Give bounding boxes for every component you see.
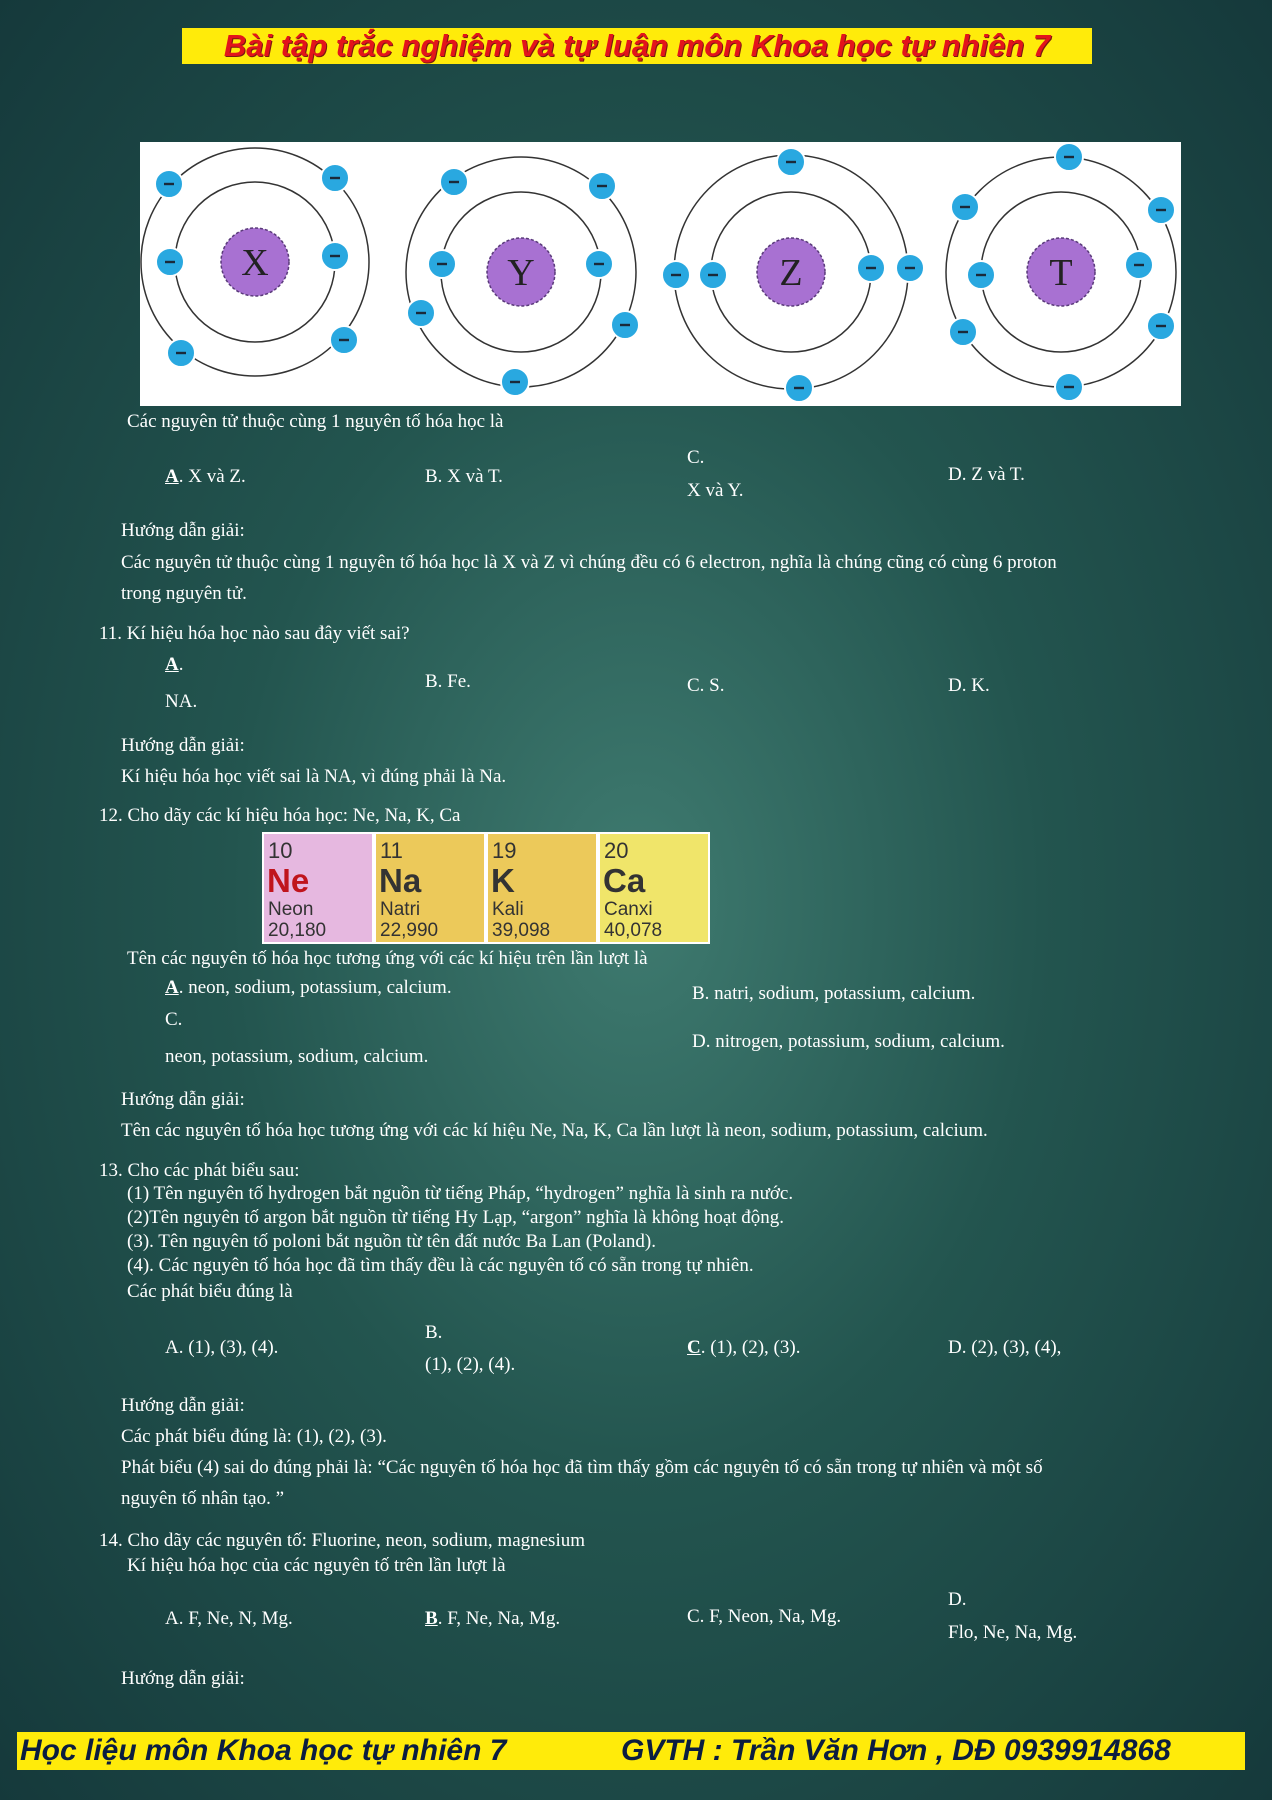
q13-option-b-text: (1), (2), (4). — [425, 1354, 516, 1375]
q13-guide-line1: Các phát biểu đúng là: (1), (2), (3). — [121, 1426, 387, 1447]
q13-answer-letter: C — [687, 1337, 701, 1358]
q13-statement-2: (2)Tên nguyên tố argon bắt nguồn từ tiếng Hy Lạp, “argon” nghĩa là không hoạt động. — [127, 1207, 785, 1228]
q13-statement-1: (1) Tên nguyên tố hydrogen bắt nguồn từ tiếng Pháp, “hydrogen” nghĩa là sinh ra nước. — [127, 1183, 794, 1204]
element-mass: 40,078 — [604, 920, 663, 941]
atom-diagrams-svg — [140, 142, 1181, 406]
q12-option-c-label[interactable]: C. — [165, 1009, 183, 1030]
q13-stem: 13. Cho các phát biểu sau: — [99, 1160, 300, 1181]
atom-label-x: X — [241, 242, 269, 284]
atom-label-t: T — [1049, 252, 1073, 294]
q13-option-a[interactable]: A. (1), (3), (4). — [165, 1337, 279, 1358]
q11-option-b[interactable]: B. Fe. — [425, 671, 471, 692]
page-title: Bài tập trắc nghiệm và tự luận môn Khoa học tự nhiên 7 — [182, 28, 1092, 64]
q14-option-b[interactable] — [425, 1607, 560, 1631]
q12-option-d[interactable]: D. nitrogen, potassium, sodium, calcium. — [692, 1031, 1005, 1052]
q13-sub: Các phát biểu đúng là — [127, 1281, 293, 1302]
q14-option-d-text: Flo, Ne, Na, Mg. — [948, 1622, 1078, 1643]
q14-option-d-label[interactable]: D. — [948, 1589, 967, 1610]
q14-option-b-text: . F, Ne, Na, Mg. — [437, 1608, 561, 1629]
q10-stem: Các nguyên tử thuộc cùng 1 nguyên tố hóa học là — [127, 411, 504, 432]
q11-answer-letter: A — [165, 654, 179, 675]
q12-option-a-text: . neon, sodium, potassium, calcium. — [178, 977, 452, 998]
q10-option-a[interactable] — [165, 465, 246, 489]
element-mass: 20,180 — [268, 920, 327, 941]
q10-option-c-text: X và Y. — [687, 480, 744, 501]
q12-option-a[interactable] — [165, 976, 452, 1000]
q13-option-b-label[interactable]: B. — [425, 1322, 443, 1343]
element-symbol: Ne — [267, 862, 310, 899]
q10-guide-line1: Các nguyên tử thuộc cùng 1 nguyên tố hóa học là X và Z vì chúng đều có 6 electron, nghĩa là chúng cũng có cùng 6 proton — [121, 552, 1057, 573]
q13-option-c[interactable] — [687, 1336, 800, 1360]
element-name: Natri — [380, 899, 421, 920]
q12-guide: Tên các nguyên tố hóa học tương ứng với các kí hiệu Ne, Na, K, Ca lần lượt là neon, sodium, potassium, calcium. — [121, 1120, 988, 1141]
atom-t — [946, 143, 1176, 401]
element-number: 10 — [268, 838, 293, 863]
q10-option-c-label[interactable]: C. — [687, 447, 705, 468]
q11-stem: 11. Kí hiệu hóa học nào sau đây viết sai? — [99, 623, 410, 644]
atom-label-y: Y — [507, 252, 535, 294]
q11-guide: Kí hiệu hóa học viết sai là NA, vì đúng phải là Na. — [121, 766, 507, 787]
q14-option-a[interactable]: A. F, Ne, N, Mg. — [165, 1608, 293, 1629]
q11-option-a-text: NA. — [165, 691, 198, 712]
element-symbol: Ca — [603, 862, 646, 899]
atom-z — [662, 148, 924, 402]
element-cards — [262, 832, 710, 944]
q12-guide-label: Hướng dẫn giải: — [121, 1089, 245, 1110]
q11-option-c[interactable]: C. S. — [687, 675, 725, 696]
q10-guide-line2: trong nguyên tử. — [121, 583, 247, 604]
q14-stem: 14. Cho dãy các nguyên tố: Fluorine, neon, sodium, magnesium — [99, 1530, 586, 1551]
q13-option-d[interactable]: D. (2), (3), (4), — [948, 1337, 1062, 1358]
q13-option-c-text: . (1), (2), (3). — [700, 1337, 801, 1358]
atom-x — [141, 148, 369, 376]
element-number: 11 — [380, 838, 403, 863]
q10-guide-label: Hướng dẫn giải: — [121, 520, 245, 541]
q11-option-a-label[interactable] — [165, 653, 183, 677]
atom-y — [406, 157, 639, 396]
q13-guide-line3: nguyên tố nhân tạo. ” — [121, 1488, 285, 1509]
q12-sub: Tên các nguyên tố hóa học tương ứng với các kí hiệu trên lần lượt là — [127, 948, 648, 969]
element-name: Kali — [492, 899, 524, 920]
element-number: 20 — [604, 838, 629, 863]
q11-option-a-dot: . — [178, 654, 184, 675]
element-card-na — [374, 832, 486, 944]
element-name: Canxi — [604, 899, 653, 920]
element-card-ne — [262, 832, 374, 944]
q10-option-d[interactable]: D. Z và T. — [948, 464, 1025, 485]
q10-answer-letter: A — [165, 466, 179, 487]
element-mass: 22,990 — [380, 920, 439, 941]
q10-option-a-text: . X và Z. — [178, 466, 246, 487]
footer-course: Học liệu môn Khoa học tự nhiên 7 — [20, 1734, 507, 1767]
atom-diagrams — [140, 142, 1181, 406]
q12-answer-letter: A — [165, 977, 179, 998]
element-symbol: K — [491, 862, 515, 899]
q14-answer-letter: B — [425, 1608, 438, 1629]
q13-statement-4: (4). Các nguyên tố hóa học đã tìm thấy đều là các nguyên tố có sẵn trong tự nhiên. — [127, 1255, 754, 1276]
q10-option-b[interactable]: B. X và T. — [425, 466, 503, 487]
q14-option-c[interactable]: C. F, Neon, Na, Mg. — [687, 1606, 842, 1627]
q11-guide-label: Hướng dẫn giải: — [121, 735, 245, 756]
footer-teacher: GVTH : Trần Văn Hơn , DĐ 0939914868 — [621, 1734, 1171, 1767]
footer-banner — [17, 1732, 1245, 1770]
q13-guide-line2: Phát biểu (4) sai do đúng phải là: “Các nguyên tố hóa học đã tìm thấy gồm các nguyên tố có sẵn trong tự nhiên và một số — [121, 1457, 1043, 1478]
q12-stem: 12. Cho dãy các kí hiệu hóa học: Ne, Na, K, Ca — [99, 805, 461, 826]
q12-option-b[interactable]: B. natri, sodium, potassium, calcium. — [692, 983, 976, 1004]
element-name: Neon — [268, 899, 314, 920]
q14-sub: Kí hiệu hóa học của các nguyên tố trên lần lượt là — [127, 1555, 506, 1576]
element-card-k — [486, 832, 598, 944]
q12-option-c-text: neon, potassium, sodium, calcium. — [165, 1046, 429, 1067]
element-number: 19 — [492, 838, 517, 863]
q11-option-d[interactable]: D. K. — [948, 675, 990, 696]
atom-label-z: Z — [779, 252, 803, 294]
q13-guide-label: Hướng dẫn giải: — [121, 1395, 245, 1416]
q13-statement-3: (3). Tên nguyên tố poloni bắt nguồn từ tên đất nước Ba Lan (Poland). — [127, 1231, 656, 1252]
element-mass: 39,098 — [492, 920, 551, 941]
q14-guide-label: Hướng dẫn giải: — [121, 1668, 245, 1689]
element-symbol: Na — [379, 862, 422, 899]
element-card-ca — [598, 832, 710, 944]
